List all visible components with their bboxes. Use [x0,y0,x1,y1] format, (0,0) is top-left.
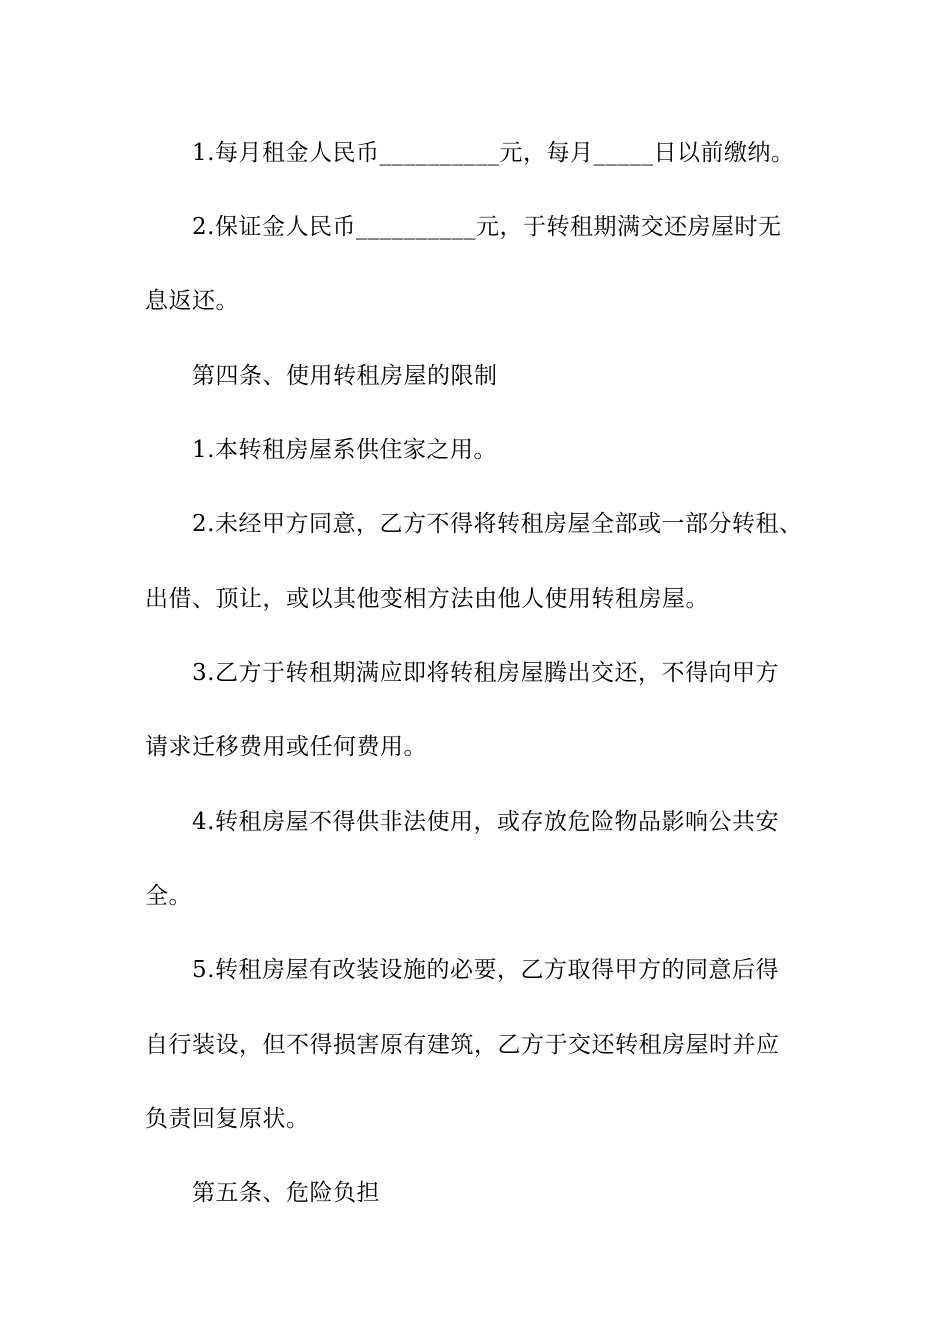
article-five-heading: 第五条、危险负担 [192,1180,380,1206]
usage-clause-5-continuation-1: 自行装设，但不得损害原有建筑，乙方于交还转租房屋时并应 [145,1032,780,1058]
usage-clause-1: 1.本转租房屋系供住家之用。 [192,437,497,463]
usage-clause-3: 3.乙方于转租期满应即将转租房屋腾出交还，不得向甲方 [192,660,779,686]
usage-clause-2: 2.未经甲方同意，乙方不得将转租房屋全部或一部分转租、 [192,511,803,537]
usage-clause-5-continuation-2: 负责回复原状。 [145,1106,310,1132]
deposit-clause-line: 2.保证金人民币__________元，于转租期满交还房屋时无 [192,214,782,240]
usage-clause-4: 4.转租房屋不得供非法使用，或存放危险物品影响公共安 [192,809,779,835]
usage-clause-3-continuation: 请求迁移费用或任何费用。 [145,734,427,760]
article-four-heading: 第四条、使用转租房屋的限制 [192,363,498,389]
rent-clause-line: 1.每月租金人民币__________元，每月_____日以前缴纳。 [192,140,795,166]
usage-clause-2-continuation: 出借、顶让，或以其他变相方法由他人使用转租房屋。 [145,586,709,612]
usage-clause-5: 5.转租房屋有改装设施的必要，乙方取得甲方的同意后得 [192,957,779,983]
deposit-clause-continuation: 息返还。 [145,288,239,314]
usage-clause-4-continuation: 全。 [145,883,192,909]
